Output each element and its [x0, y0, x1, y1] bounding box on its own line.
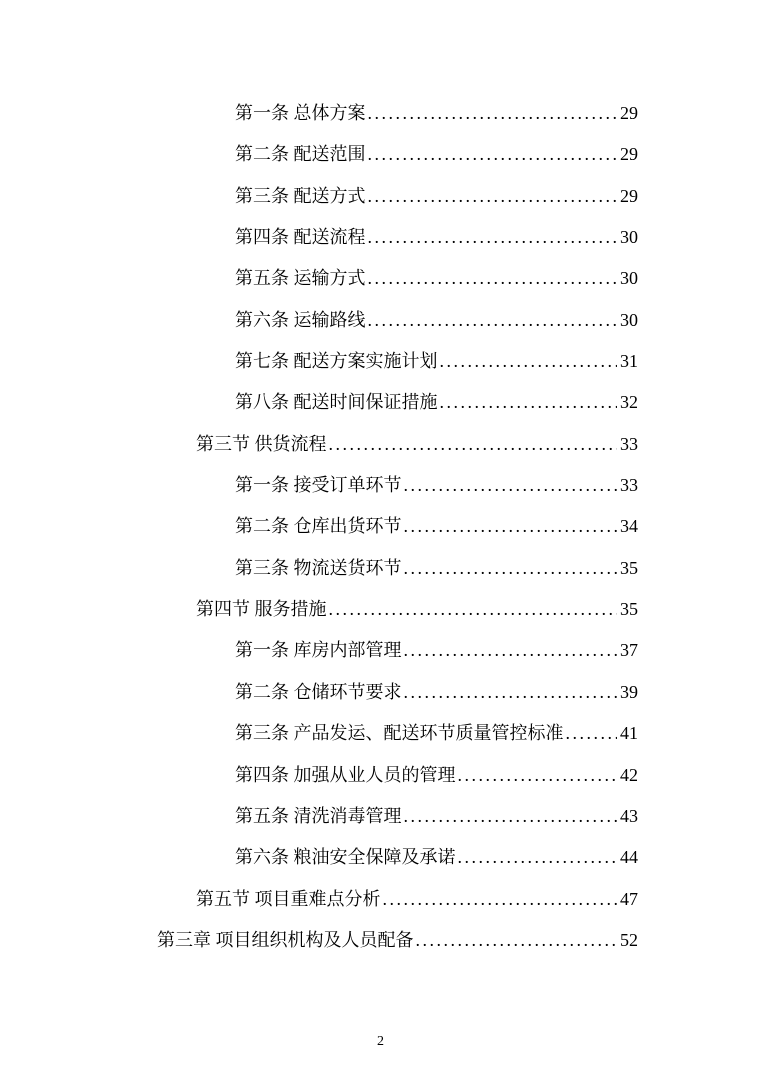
toc-entry-page: 37	[620, 640, 638, 661]
page-number: 2	[377, 1034, 384, 1049]
toc-entry-page: 42	[620, 764, 638, 785]
dot-leader	[368, 134, 618, 175]
toc-entry	[157, 217, 638, 258]
dot-leader	[329, 589, 618, 630]
dot-leader	[458, 837, 618, 878]
toc-entry	[157, 176, 638, 217]
toc-entry-label: 第六条 粮油安全保障及承诺	[235, 847, 456, 868]
dot-leader	[368, 258, 618, 299]
toc-entry	[157, 506, 638, 547]
toc-entry-page: 41	[620, 723, 638, 744]
toc-entry	[157, 134, 638, 175]
toc-entry	[157, 879, 638, 920]
toc-entry-label: 第四条 加强从业人员的管理	[235, 764, 456, 785]
dot-leader	[566, 713, 618, 754]
toc-entry-page: 43	[620, 805, 638, 826]
dot-leader	[404, 465, 618, 506]
toc-entry	[157, 920, 638, 961]
page-footer	[0, 1032, 761, 1052]
toc-entry-label: 第三条 配送方式	[235, 185, 366, 206]
toc-entry-page: 33	[620, 475, 638, 496]
toc-entry-page: 29	[620, 103, 638, 123]
toc-entry-label: 第五节 项目重难点分析	[196, 888, 381, 909]
toc-entry-page: 35	[620, 557, 638, 578]
dot-leader	[416, 920, 618, 961]
toc-entry-label: 第三章 项目组织机构及人员配备	[157, 929, 414, 950]
toc-entry-page: 29	[620, 185, 638, 206]
toc-entry	[157, 589, 638, 630]
toc-entry-page: 29	[620, 144, 638, 165]
dot-leader	[368, 176, 618, 217]
toc-entry-page: 47	[620, 888, 638, 909]
toc-entry-label: 第一条 接受订单环节	[235, 475, 402, 496]
toc-entry-label: 第三条 产品发运、配送环节质量管控标准	[235, 723, 564, 744]
toc-entry	[157, 548, 638, 589]
dot-leader	[329, 424, 618, 465]
toc-entry-label: 第二条 配送范围	[235, 144, 366, 165]
toc-entry-label: 第三条 物流送货环节	[235, 557, 402, 578]
toc-entry-label: 第二条 仓库出货环节	[235, 516, 402, 537]
dot-leader	[368, 217, 618, 258]
dot-leader	[368, 300, 618, 341]
toc-entry-page: 39	[620, 681, 638, 702]
toc-entry-label: 第二条 仓储环节要求	[235, 681, 402, 702]
toc-entry-page: 52	[620, 929, 638, 950]
dot-leader	[404, 796, 618, 837]
toc-entry	[157, 258, 638, 299]
dot-leader	[440, 382, 618, 423]
toc-entry	[157, 713, 638, 754]
toc-entry-label: 第五条 清洗消毒管理	[235, 805, 402, 826]
toc-entry-page: 35	[620, 599, 638, 620]
dot-leader	[404, 506, 618, 547]
toc-entry-page: 30	[620, 268, 638, 289]
toc-entry-page: 31	[620, 351, 638, 372]
toc-entry	[157, 382, 638, 423]
dot-leader	[404, 672, 618, 713]
toc-entry-label: 第一条 总体方案	[235, 103, 366, 123]
toc-entry-label: 第八条 配送时间保证措施	[235, 392, 438, 413]
dot-leader	[458, 755, 618, 796]
toc-entry-label: 第三节 供货流程	[196, 433, 327, 454]
toc-entry-label: 第七条 配送方案实施计划	[235, 351, 438, 372]
toc-entry	[157, 341, 638, 382]
dot-leader	[368, 93, 618, 134]
toc-entry-label: 第六条 运输路线	[235, 309, 366, 330]
toc-entry	[157, 93, 638, 134]
dot-leader	[440, 341, 618, 382]
toc-entry-page: 32	[620, 392, 638, 413]
dot-leader	[383, 879, 618, 920]
toc-entry	[157, 300, 638, 341]
table-of-contents	[157, 93, 638, 961]
toc-entry-page: 33	[620, 433, 638, 454]
toc-entry-label: 第五条 运输方式	[235, 268, 366, 289]
toc-entry-page: 30	[620, 309, 638, 330]
dot-leader	[404, 630, 618, 671]
toc-entry-label: 第一条 库房内部管理	[235, 640, 402, 661]
toc-entry	[157, 837, 638, 878]
toc-entry	[157, 424, 638, 465]
toc-entry	[157, 755, 638, 796]
toc-entry-label: 第四节 服务措施	[196, 599, 327, 620]
toc-entry	[157, 630, 638, 671]
toc-entry	[157, 672, 638, 713]
toc-entry-page: 30	[620, 227, 638, 248]
toc-entry	[157, 465, 638, 506]
toc-entry-page: 34	[620, 516, 638, 537]
toc-entry-page: 44	[620, 847, 638, 868]
toc-entry-label: 第四条 配送流程	[235, 227, 366, 248]
dot-leader	[404, 548, 618, 589]
toc-entry	[157, 796, 638, 837]
